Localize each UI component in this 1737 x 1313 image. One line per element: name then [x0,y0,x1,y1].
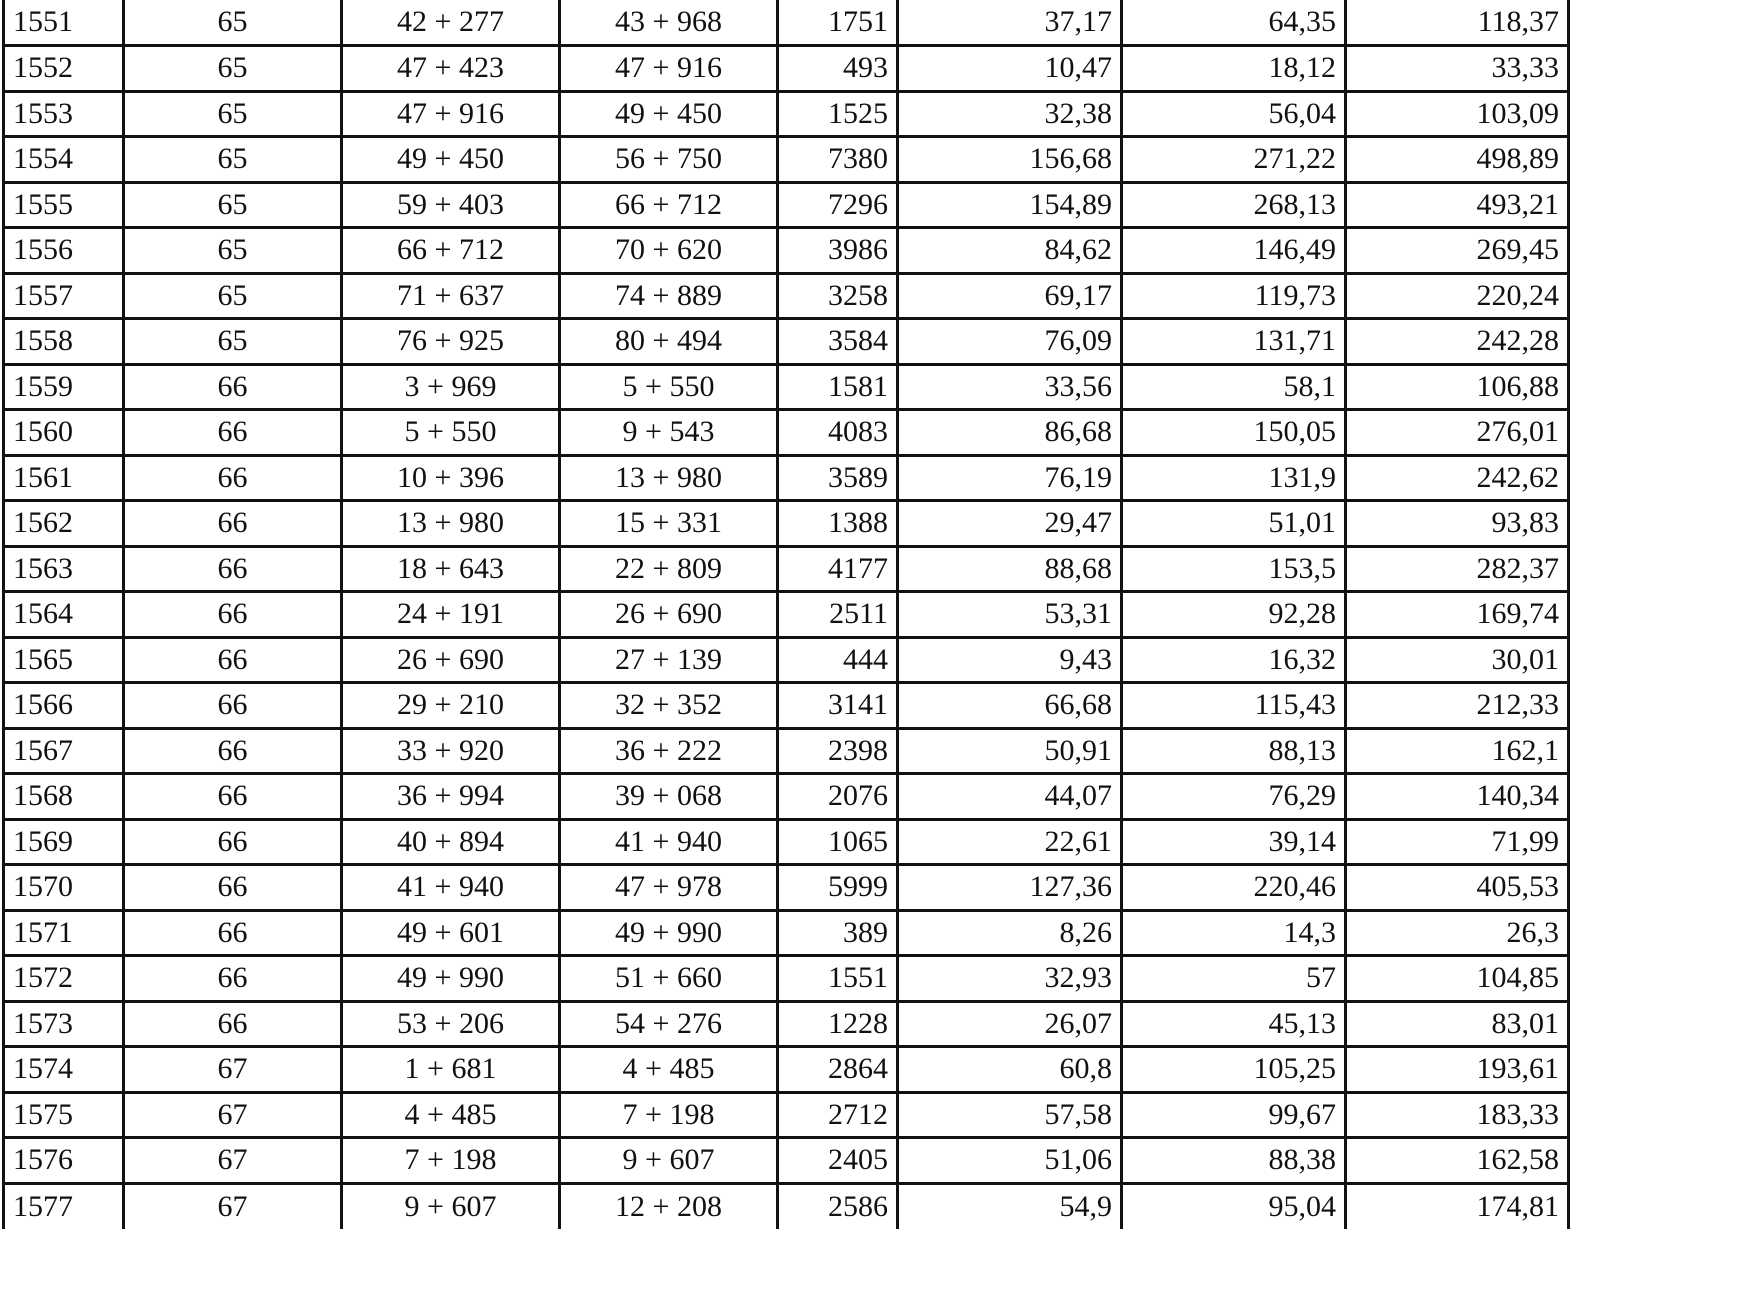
value-a-cell: 76,19 [898,455,1122,501]
row-number-cell: 1571 [4,910,124,956]
end-position-cell: 5 + 550 [560,364,778,410]
table-row [4,1092,1569,1138]
value-c-cell: 183,33 [1346,1092,1569,1138]
start-position-cell: 49 + 990 [342,956,560,1002]
row-number-cell: 1576 [4,1138,124,1184]
group-number-cell: 66 [124,364,342,410]
group-number-cell: 65 [124,273,342,319]
end-position-cell: 9 + 543 [560,410,778,456]
end-position-cell: 12 + 208 [560,1183,778,1229]
table-row [4,1047,1569,1093]
value-b-cell: 146,49 [1122,228,1346,274]
length-cell: 3258 [778,273,898,319]
value-b-cell: 58,1 [1122,364,1346,410]
value-a-cell: 54,9 [898,1183,1122,1229]
group-number-cell: 66 [124,728,342,774]
length-cell: 3141 [778,683,898,729]
row-number-cell: 1555 [4,182,124,228]
length-cell: 2511 [778,592,898,638]
row-number-cell: 1563 [4,546,124,592]
group-number-cell: 66 [124,410,342,456]
end-position-cell: 49 + 450 [560,91,778,137]
table-row [4,637,1569,683]
start-position-cell: 71 + 637 [342,273,560,319]
row-number-cell: 1573 [4,1001,124,1047]
length-cell: 1751 [778,0,898,46]
table-row [4,546,1569,592]
length-cell: 2864 [778,1047,898,1093]
value-c-cell: 493,21 [1346,182,1569,228]
value-a-cell: 86,68 [898,410,1122,456]
length-cell: 2076 [778,774,898,820]
start-position-cell: 47 + 423 [342,46,560,92]
start-position-cell: 47 + 916 [342,91,560,137]
row-number-cell: 1565 [4,637,124,683]
value-a-cell: 26,07 [898,1001,1122,1047]
value-b-cell: 92,28 [1122,592,1346,638]
group-number-cell: 66 [124,1001,342,1047]
start-position-cell: 76 + 925 [342,319,560,365]
start-position-cell: 29 + 210 [342,683,560,729]
table-row [4,728,1569,774]
table-row [4,364,1569,410]
value-a-cell: 154,89 [898,182,1122,228]
value-a-cell: 10,47 [898,46,1122,92]
length-cell: 2712 [778,1092,898,1138]
value-b-cell: 39,14 [1122,819,1346,865]
group-number-cell: 67 [124,1092,342,1138]
length-cell: 2405 [778,1138,898,1184]
value-a-cell: 22,61 [898,819,1122,865]
end-position-cell: 51 + 660 [560,956,778,1002]
value-c-cell: 282,37 [1346,546,1569,592]
table-row [4,956,1569,1002]
value-c-cell: 212,33 [1346,683,1569,729]
value-a-cell: 60,8 [898,1047,1122,1093]
end-position-cell: 43 + 968 [560,0,778,46]
value-b-cell: 16,32 [1122,637,1346,683]
end-position-cell: 74 + 889 [560,273,778,319]
value-c-cell: 276,01 [1346,410,1569,456]
value-b-cell: 131,9 [1122,455,1346,501]
end-position-cell: 56 + 750 [560,137,778,183]
end-position-cell: 49 + 990 [560,910,778,956]
end-position-cell: 27 + 139 [560,637,778,683]
value-a-cell: 9,43 [898,637,1122,683]
group-number-cell: 65 [124,0,342,46]
value-c-cell: 169,74 [1346,592,1569,638]
length-cell: 3589 [778,455,898,501]
row-number-cell: 1559 [4,364,124,410]
row-number-cell: 1569 [4,819,124,865]
table-row [4,273,1569,319]
start-position-cell: 1 + 681 [342,1047,560,1093]
end-position-cell: 47 + 916 [560,46,778,92]
value-a-cell: 156,68 [898,137,1122,183]
group-number-cell: 65 [124,319,342,365]
value-a-cell: 66,68 [898,683,1122,729]
value-b-cell: 88,13 [1122,728,1346,774]
row-number-cell: 1562 [4,501,124,547]
value-b-cell: 268,13 [1122,182,1346,228]
length-cell: 1228 [778,1001,898,1047]
value-c-cell: 220,24 [1346,273,1569,319]
length-cell: 389 [778,910,898,956]
end-position-cell: 7 + 198 [560,1092,778,1138]
value-a-cell: 50,91 [898,728,1122,774]
group-number-cell: 66 [124,455,342,501]
length-cell: 444 [778,637,898,683]
start-position-cell: 24 + 191 [342,592,560,638]
row-number-cell: 1551 [4,0,124,46]
table-row [4,819,1569,865]
value-c-cell: 162,58 [1346,1138,1569,1184]
group-number-cell: 66 [124,501,342,547]
table-row [4,228,1569,274]
end-position-cell: 32 + 352 [560,683,778,729]
table-row [4,1138,1569,1184]
value-b-cell: 88,38 [1122,1138,1346,1184]
value-b-cell: 153,5 [1122,546,1346,592]
table-row [4,0,1569,46]
value-c-cell: 162,1 [1346,728,1569,774]
value-b-cell: 105,25 [1122,1047,1346,1093]
value-a-cell: 127,36 [898,865,1122,911]
group-number-cell: 66 [124,910,342,956]
group-number-cell: 67 [124,1138,342,1184]
row-number-cell: 1577 [4,1183,124,1229]
value-b-cell: 271,22 [1122,137,1346,183]
value-c-cell: 83,01 [1346,1001,1569,1047]
group-number-cell: 66 [124,774,342,820]
table-row [4,319,1569,365]
end-position-cell: 39 + 068 [560,774,778,820]
length-cell: 3986 [778,228,898,274]
group-number-cell: 65 [124,46,342,92]
row-number-cell: 1557 [4,273,124,319]
length-cell: 1388 [778,501,898,547]
row-number-cell: 1556 [4,228,124,274]
length-cell: 7296 [778,182,898,228]
value-b-cell: 18,12 [1122,46,1346,92]
table-row [4,865,1569,911]
start-position-cell: 59 + 403 [342,182,560,228]
end-position-cell: 54 + 276 [560,1001,778,1047]
value-b-cell: 95,04 [1122,1183,1346,1229]
row-number-cell: 1570 [4,865,124,911]
value-c-cell: 242,28 [1346,319,1569,365]
value-b-cell: 45,13 [1122,1001,1346,1047]
group-number-cell: 66 [124,546,342,592]
group-number-cell: 66 [124,637,342,683]
value-b-cell: 76,29 [1122,774,1346,820]
row-number-cell: 1553 [4,91,124,137]
table-row [4,1001,1569,1047]
value-a-cell: 69,17 [898,273,1122,319]
length-cell: 7380 [778,137,898,183]
table-row [4,455,1569,501]
value-b-cell: 57 [1122,956,1346,1002]
length-cell: 4083 [778,410,898,456]
table-row [4,592,1569,638]
length-cell: 2398 [778,728,898,774]
group-number-cell: 67 [124,1183,342,1229]
value-a-cell: 44,07 [898,774,1122,820]
row-number-cell: 1561 [4,455,124,501]
value-c-cell: 93,83 [1346,501,1569,547]
table-row [4,91,1569,137]
table-row [4,1183,1569,1229]
value-c-cell: 26,3 [1346,910,1569,956]
value-a-cell: 32,93 [898,956,1122,1002]
row-number-cell: 1575 [4,1092,124,1138]
row-number-cell: 1558 [4,319,124,365]
length-cell: 1065 [778,819,898,865]
table-row [4,683,1569,729]
data-table [2,0,1570,1229]
value-c-cell: 30,01 [1346,637,1569,683]
group-number-cell: 65 [124,228,342,274]
start-position-cell: 7 + 198 [342,1138,560,1184]
table-row [4,501,1569,547]
start-position-cell: 18 + 643 [342,546,560,592]
value-c-cell: 118,37 [1346,0,1569,46]
start-position-cell: 3 + 969 [342,364,560,410]
start-position-cell: 36 + 994 [342,774,560,820]
table-row [4,137,1569,183]
length-cell: 5999 [778,865,898,911]
start-position-cell: 13 + 980 [342,501,560,547]
start-position-cell: 41 + 940 [342,865,560,911]
value-b-cell: 64,35 [1122,0,1346,46]
end-position-cell: 26 + 690 [560,592,778,638]
row-number-cell: 1567 [4,728,124,774]
end-position-cell: 22 + 809 [560,546,778,592]
value-a-cell: 29,47 [898,501,1122,547]
value-c-cell: 498,89 [1346,137,1569,183]
row-number-cell: 1566 [4,683,124,729]
value-a-cell: 88,68 [898,546,1122,592]
row-number-cell: 1568 [4,774,124,820]
length-cell: 1551 [778,956,898,1002]
start-position-cell: 49 + 601 [342,910,560,956]
value-a-cell: 32,38 [898,91,1122,137]
end-position-cell: 9 + 607 [560,1138,778,1184]
value-a-cell: 8,26 [898,910,1122,956]
value-c-cell: 71,99 [1346,819,1569,865]
value-c-cell: 104,85 [1346,956,1569,1002]
table-row [4,910,1569,956]
value-c-cell: 242,62 [1346,455,1569,501]
value-b-cell: 220,46 [1122,865,1346,911]
value-a-cell: 37,17 [898,0,1122,46]
group-number-cell: 65 [124,91,342,137]
value-a-cell: 57,58 [898,1092,1122,1138]
group-number-cell: 66 [124,865,342,911]
row-number-cell: 1560 [4,410,124,456]
start-position-cell: 49 + 450 [342,137,560,183]
group-number-cell: 65 [124,137,342,183]
value-b-cell: 115,43 [1122,683,1346,729]
end-position-cell: 13 + 980 [560,455,778,501]
row-number-cell: 1552 [4,46,124,92]
value-c-cell: 33,33 [1346,46,1569,92]
start-position-cell: 10 + 396 [342,455,560,501]
row-number-cell: 1564 [4,592,124,638]
end-position-cell: 41 + 940 [560,819,778,865]
length-cell: 4177 [778,546,898,592]
end-position-cell: 36 + 222 [560,728,778,774]
length-cell: 1525 [778,91,898,137]
start-position-cell: 9 + 607 [342,1183,560,1229]
length-cell: 3584 [778,319,898,365]
group-number-cell: 65 [124,182,342,228]
group-number-cell: 66 [124,683,342,729]
value-c-cell: 140,34 [1346,774,1569,820]
length-cell: 2586 [778,1183,898,1229]
value-b-cell: 131,71 [1122,319,1346,365]
value-c-cell: 174,81 [1346,1183,1569,1229]
start-position-cell: 5 + 550 [342,410,560,456]
value-c-cell: 269,45 [1346,228,1569,274]
end-position-cell: 47 + 978 [560,865,778,911]
start-position-cell: 66 + 712 [342,228,560,274]
end-position-cell: 66 + 712 [560,182,778,228]
group-number-cell: 67 [124,1047,342,1093]
group-number-cell: 66 [124,956,342,1002]
group-number-cell: 66 [124,592,342,638]
end-position-cell: 4 + 485 [560,1047,778,1093]
table-row [4,46,1569,92]
end-position-cell: 15 + 331 [560,501,778,547]
value-b-cell: 150,05 [1122,410,1346,456]
value-a-cell: 33,56 [898,364,1122,410]
value-b-cell: 119,73 [1122,273,1346,319]
start-position-cell: 4 + 485 [342,1092,560,1138]
value-c-cell: 106,88 [1346,364,1569,410]
length-cell: 1581 [778,364,898,410]
value-b-cell: 14,3 [1122,910,1346,956]
value-c-cell: 103,09 [1346,91,1569,137]
value-c-cell: 193,61 [1346,1047,1569,1093]
group-number-cell: 66 [124,819,342,865]
table-row [4,410,1569,456]
length-cell: 493 [778,46,898,92]
end-position-cell: 70 + 620 [560,228,778,274]
value-a-cell: 76,09 [898,319,1122,365]
row-number-cell: 1572 [4,956,124,1002]
value-a-cell: 53,31 [898,592,1122,638]
row-number-cell: 1574 [4,1047,124,1093]
value-b-cell: 51,01 [1122,501,1346,547]
start-position-cell: 33 + 920 [342,728,560,774]
value-c-cell: 405,53 [1346,865,1569,911]
start-position-cell: 42 + 277 [342,0,560,46]
start-position-cell: 40 + 894 [342,819,560,865]
table-row [4,774,1569,820]
table-body [4,0,1569,1229]
value-a-cell: 51,06 [898,1138,1122,1184]
table-row [4,182,1569,228]
value-b-cell: 56,04 [1122,91,1346,137]
start-position-cell: 53 + 206 [342,1001,560,1047]
row-number-cell: 1554 [4,137,124,183]
value-a-cell: 84,62 [898,228,1122,274]
start-position-cell: 26 + 690 [342,637,560,683]
value-b-cell: 99,67 [1122,1092,1346,1138]
end-position-cell: 80 + 494 [560,319,778,365]
